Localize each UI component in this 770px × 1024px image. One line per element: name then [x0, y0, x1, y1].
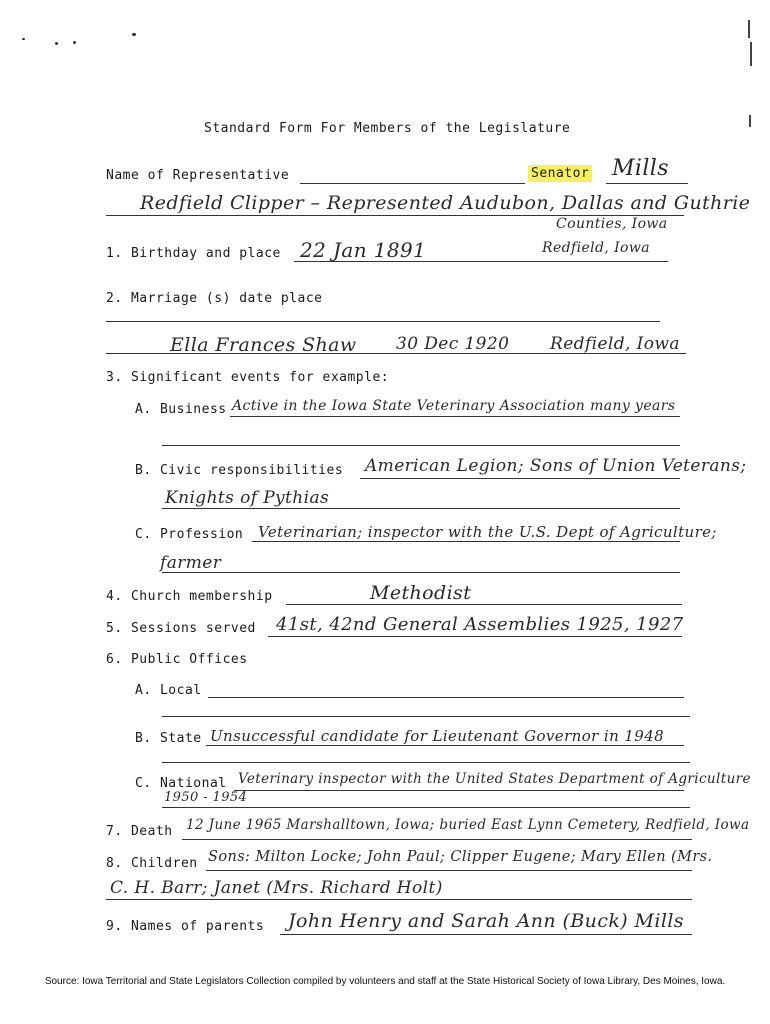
q6c-underline-2 [162, 807, 690, 808]
name-value-line2: Redfield Clipper – Represented Audubon, Dallas and Guthrie [140, 192, 751, 214]
q3c-value: Veterinarian; inspector with the U.S. Dept of Agriculture; [258, 523, 717, 541]
q4-underline [286, 604, 682, 605]
q3c-underline-2 [162, 572, 680, 573]
q2-label: 2. Marriage (s) date place [106, 291, 323, 306]
q6a-underline-2 [162, 716, 690, 717]
name-value-line3: Counties, Iowa [556, 216, 668, 232]
q6b-underline-2 [162, 762, 690, 763]
q9-underline [280, 934, 692, 935]
scan-speck [55, 42, 58, 45]
q7-value: 12 June 1965 Marshalltown, Iowa; buried East Lynn Cemetery, Redfield, Iowa [186, 817, 750, 833]
q8-underline-2 [106, 899, 692, 900]
scan-edge-mark [750, 42, 752, 66]
scan-speck [132, 33, 136, 36]
q2-underline-1 [106, 321, 660, 322]
scan-speck [73, 41, 76, 44]
q5-underline [268, 636, 682, 637]
q2-underline-2 [106, 353, 686, 354]
name-underline-2 [606, 183, 688, 184]
q6c-underline [234, 790, 684, 791]
q5-label: 5. Sessions served [106, 621, 256, 636]
q1-place: Redfield, Iowa [542, 240, 650, 256]
form-title: Standard Form For Members of the Legislature [204, 121, 571, 136]
q3c-value2: farmer [160, 553, 222, 573]
q7-underline [182, 839, 692, 840]
q1-label: 1. Birthday and place [106, 246, 281, 261]
q7-label: 7. Death [106, 824, 173, 839]
q4-value: Methodist [370, 582, 472, 604]
q4-label: 4. Church membership [106, 589, 273, 604]
q1-underline [294, 261, 668, 262]
q6a-underline [208, 697, 684, 698]
q6c-value2: 1950 - 1954 [164, 790, 248, 805]
q8-underline [206, 870, 692, 871]
q6b-value: Unsuccessful candidate for Lieutenant Governor in 1948 [210, 727, 665, 745]
q3b-underline-2 [162, 508, 680, 509]
q1-value: 22 Jan 1891 [300, 238, 427, 262]
q3a-underline-2 [162, 445, 680, 446]
q2-date: 30 Dec 1920 [396, 334, 510, 354]
q3b-value: American Legion; Sons of Union Veterans; [365, 456, 747, 476]
q6c-label: C. National [135, 776, 227, 791]
q8-value: Sons: Milton Locke; John Paul; Clipper Eugene; Mary Ellen (Mrs. [208, 849, 713, 865]
q3c-label: C. Profession [135, 527, 244, 542]
q3a-value: Active in the Iowa State Veterinary Association many years [232, 398, 676, 414]
q3a-underline [230, 416, 680, 417]
q9-value: John Henry and Sarah Ann (Buck) Mills [288, 910, 684, 932]
q3b-label: B. Civic responsibilities [135, 463, 344, 478]
scan-edge-mark [748, 20, 750, 38]
q3b-value2: Knights of Pythias [165, 488, 330, 508]
q8-label: 8. Children [106, 856, 198, 871]
q6b-label: B. State [135, 731, 202, 746]
scan-edge-mark [749, 115, 751, 127]
scan-speck [22, 38, 25, 40]
q3b-underline [360, 478, 680, 479]
senator-label: Senator [528, 166, 592, 181]
q3-label: 3. Significant events for example: [106, 370, 390, 385]
q5-value: 41st, 42nd General Assemblies 1925, 1927 [276, 614, 684, 635]
source-note: Source: Iowa Territorial and State Legislators Collection compiled by volunteers and staff at the State Historical Society of Iowa Library, Des Moines, Iowa. [44, 976, 726, 987]
q6-label: 6. Public Offices [106, 652, 248, 667]
name-label: Name of Representative [106, 168, 290, 183]
q2-name: Ella Frances Shaw [170, 334, 357, 356]
q6b-underline [206, 745, 684, 746]
q2-place: Redfield, Iowa [550, 334, 680, 354]
q9-label: 9. Names of parents [106, 919, 265, 934]
q3a-label: A. Business [135, 402, 227, 417]
q3c-underline [252, 541, 680, 542]
q8-value2: C. H. Barr; Janet (Mrs. Richard Holt) [110, 878, 443, 898]
q6a-label: A. Local [135, 683, 202, 698]
q6c-value: Veterinary inspector with the United States Department of Agriculture [238, 771, 751, 787]
name-value: Mills [612, 156, 669, 181]
name-underline [300, 183, 525, 184]
